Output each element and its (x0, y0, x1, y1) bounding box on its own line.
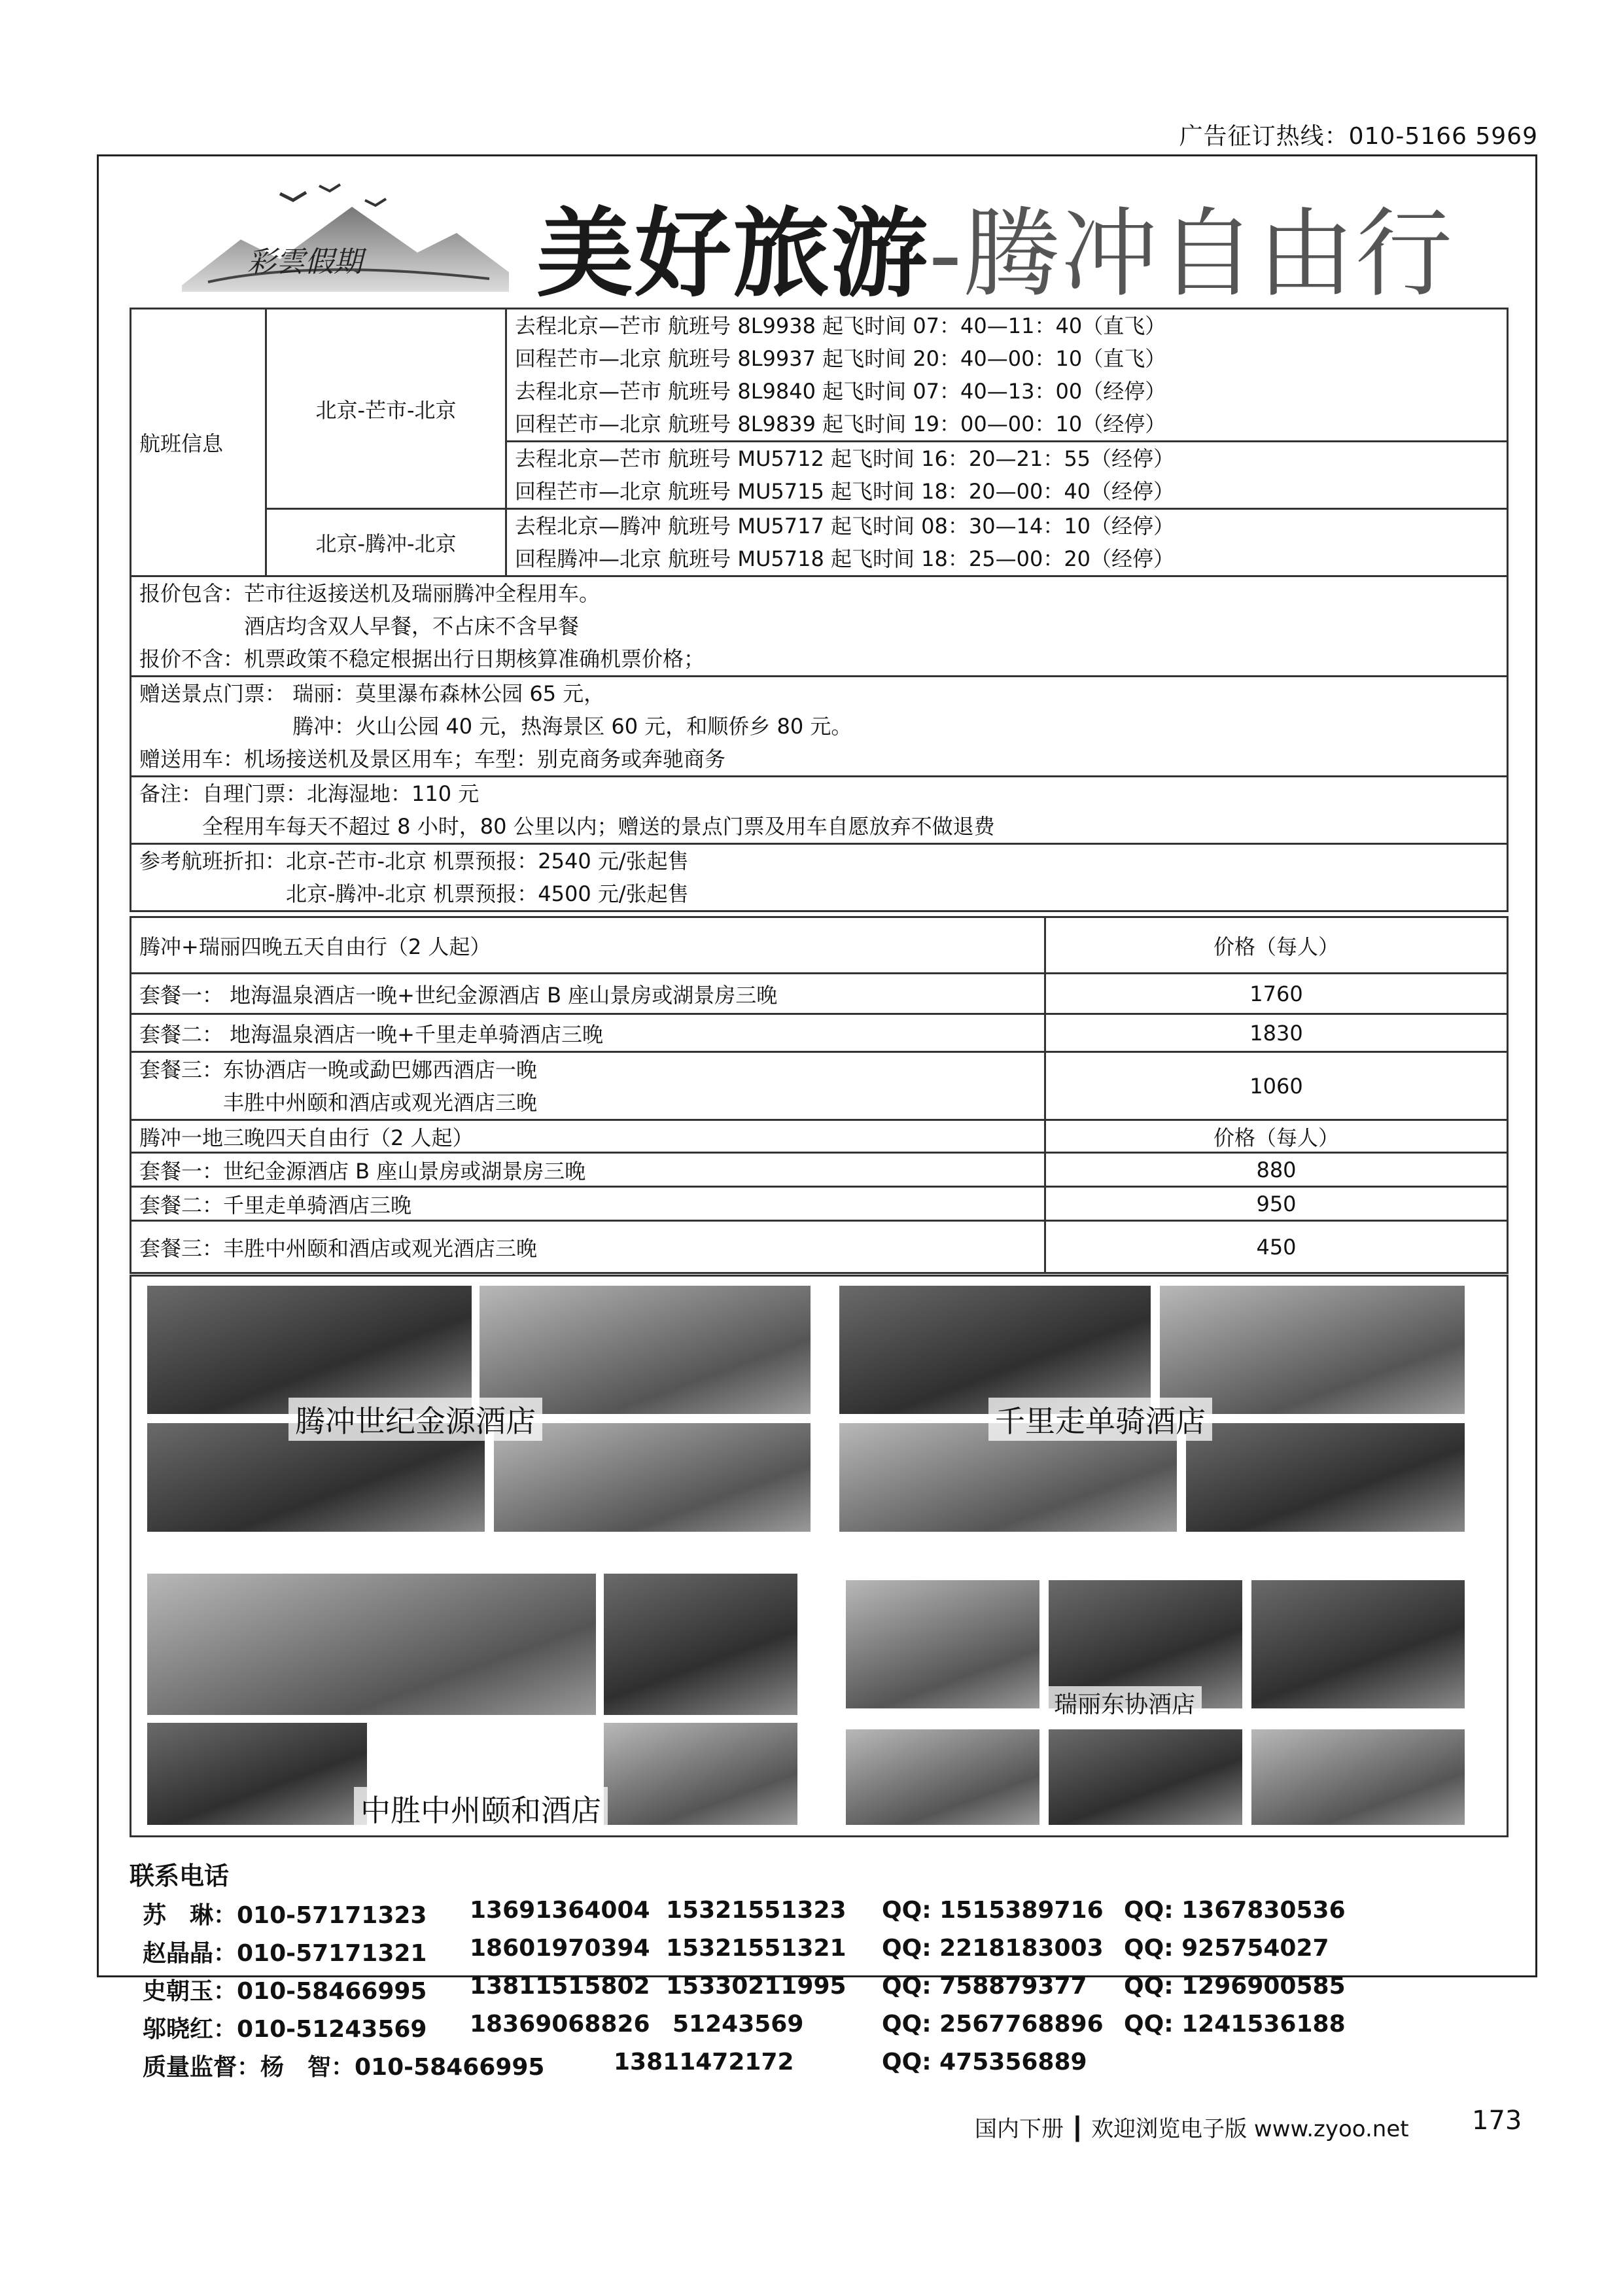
contact-row (130, 1935, 1503, 1973)
flight-line: 去程北京—芒市 航班号 MU5712 起飞时间 16：20—21：55（经停） (515, 446, 1175, 471)
flight-line: 去程北京—腾冲 航班号 MU5717 起飞时间 08：30—14：10（经停） (515, 514, 1175, 539)
flight-group-2 (506, 442, 1508, 509)
flight-line: 回程腾冲—北京 航班号 MU5718 起飞时间 18：25—00：20（经停） (515, 546, 1175, 571)
flight-line: 回程芒市—北京 航班号 8L9839 起飞时间 19：00—00：10（经停） (515, 412, 1166, 436)
package-desc: 套餐一：世纪金源酒店 B 座山景房或湖景房三晚 (131, 1153, 1045, 1187)
contact-qq: QQ: 1515389716 (882, 1897, 1104, 1924)
contact-mobile: 18601970394 (470, 1935, 650, 1962)
contact-name-phone: 苏 琳：010-57171323 (143, 1902, 427, 1929)
reference-flights (131, 844, 1508, 911)
package-price: 880 (1045, 1153, 1508, 1187)
package-desc: 套餐三：丰胜中州颐和酒店或观光酒店三晚 (131, 1221, 1045, 1273)
package-price: 1060 (1045, 1052, 1508, 1120)
hotel-photo (1250, 1579, 1466, 1710)
contact-mobile: 13811515802 (470, 1973, 650, 2000)
notes (131, 777, 1508, 844)
hotel-photo (146, 1284, 473, 1415)
hotel-photo-collage (130, 1275, 1509, 1837)
hotel-label: 中胜中州颐和酒店 (354, 1787, 608, 1830)
package-price-table (130, 916, 1509, 1274)
package-desc: 套餐三：东协酒店一晚或勐巴娜西酒店一晚 (139, 1057, 538, 1082)
contact-name-phone: 赵晶晶：010-57171321 (143, 1940, 427, 1967)
contact-row (130, 1973, 1503, 2011)
hotel-photo (1047, 1728, 1244, 1826)
contact-row (130, 2011, 1503, 2049)
hotel-label: 腾冲世纪金源酒店 (288, 1398, 542, 1441)
reference-line: 参考航班折扣：北京-芒市-北京 机票预报：2540 元/张起售 (139, 849, 689, 874)
page-number: 173 (1472, 2106, 1522, 2136)
price-include (131, 576, 1508, 677)
route-tengchong: 北京-腾冲-北京 (266, 509, 506, 576)
flight-line: 回程芒市—北京 航班号 MU5715 起飞时间 18：20—00：40（经停） (515, 479, 1175, 504)
package-b-title: 腾冲一地三晚四天自由行（2 人起） (131, 1120, 1045, 1153)
package-desc: 套餐二：千里走单骑酒店三晚 (131, 1187, 1045, 1221)
flight-label: 航班信息 (131, 309, 266, 576)
hotel-photo (1159, 1284, 1466, 1415)
contact-name-phone: 史朝玉：010-58466995 (143, 1978, 427, 2005)
hotel-label: 瑞丽东协酒店 (1047, 1686, 1202, 1720)
flight-line: 去程北京—芒市 航班号 8L9840 起飞时间 07：40—13：00（经停） (515, 379, 1166, 404)
package-desc: 套餐一： 地海温泉酒店一晚+世纪金源酒店 B 座山景房或湖景房三晚 (131, 974, 1045, 1014)
hotel-photo (602, 1722, 799, 1826)
quality-mobile: 13811472172 (614, 2049, 794, 2075)
ad-hotline: 广告征订热线：010-5166 5969 (1179, 123, 1538, 150)
quality-supervision-row (130, 2049, 1503, 2087)
hotel-photo (146, 1722, 368, 1826)
title-main: 美好旅游 (536, 196, 929, 310)
hotel-photo (146, 1572, 597, 1716)
package-price: 1760 (1045, 974, 1508, 1014)
contact-row (130, 1897, 1503, 1935)
price-header: 价格（每人） (1045, 917, 1508, 974)
title-sub: 腾冲自由行 (963, 198, 1454, 310)
flight-line: 去程北京—芒市 航班号 8L9938 起飞时间 07：40—11：40（直飞） (515, 313, 1166, 338)
flight-group-1 (506, 309, 1508, 442)
hotel-photo (845, 1579, 1041, 1710)
package-desc: 丰胜中州颐和酒店或观光酒店三晚 (139, 1089, 538, 1115)
hotel-photo (1185, 1422, 1466, 1533)
reference-line: 北京-腾冲-北京 机票预报：4500 元/张起售 (139, 881, 689, 906)
note-line: 全程用车每天不超过 8 小时，80 公里以内；赠送的景点门票及用车自愿放弃不做退费 (139, 814, 995, 839)
title-separator: - (929, 198, 964, 310)
package-price: 950 (1045, 1187, 1508, 1221)
flight-line: 回程芒市—北京 航班号 8L9937 起飞时间 20：40—00：10（直飞） (515, 346, 1166, 371)
logo (182, 181, 509, 292)
logo-text: 彩雲假期 (247, 245, 362, 279)
quality-supervisor: 质量监督：杨 智：010-58466995 (143, 2054, 545, 2081)
footer-text: 国内下册 ┃ 欢迎浏览电子版 www.zyoo.net (975, 2116, 1409, 2142)
package-desc: 套餐二： 地海温泉酒店一晚+千里走单骑酒店三晚 (131, 1014, 1045, 1052)
contact-qq: QQ: 2218183003 (882, 1935, 1104, 1962)
contact-qq: QQ: 1367830536 (1124, 1897, 1346, 1924)
contacts-section (130, 1856, 1503, 2087)
package-price: 1830 (1045, 1014, 1508, 1052)
hotel-photo (478, 1284, 812, 1415)
note-line: 备注：自理门票：北海湿地：110 元 (139, 781, 480, 806)
contact-mobile: 18369068826 (470, 2011, 650, 2038)
hotel-photo (845, 1728, 1041, 1826)
page-title (536, 177, 1454, 315)
flight-info-table (130, 308, 1509, 912)
hotel-photo (838, 1284, 1152, 1415)
contact-mobile: 15321551323 (666, 1897, 846, 1924)
contact-mobile: 51243569 (672, 2011, 804, 2038)
ticket-line: 赠送用车：机场接送机及景区用车；车型：别克商务或奔驰商务 (139, 747, 726, 771)
package-price: 450 (1045, 1221, 1508, 1273)
ticket-line: 赠送景点门票： 瑞丽：莫里瀑布森林公园 65 元， (139, 681, 605, 706)
flight-group-3 (506, 509, 1508, 576)
contact-name-phone: 邬晓红：010-51243569 (143, 2016, 427, 2043)
contact-mobile: 13691364004 (470, 1897, 650, 1924)
route-mangshi: 北京-芒市-北京 (266, 309, 506, 509)
package-desc-multi (131, 1052, 1045, 1120)
include-line: 酒店均含双人早餐，不占床不含早餐 (139, 614, 580, 639)
package-a-title: 腾冲+瑞丽四晚五天自由行（2 人起） (131, 917, 1045, 974)
contact-qq: QQ: 2567768896 (882, 2011, 1104, 2038)
hotel-photo (1250, 1728, 1466, 1826)
contacts-heading: 联系电话 (130, 1862, 230, 1890)
quality-qq: QQ: 475356889 (882, 2049, 1087, 2075)
price-header: 价格（每人） (1045, 1120, 1508, 1153)
hotel-photo (602, 1572, 799, 1716)
contact-qq: QQ: 1296900585 (1124, 1973, 1346, 2000)
contact-qq: QQ: 925754027 (1124, 1935, 1329, 1962)
include-line: 报价包含：芒市往返接送机及瑞丽腾冲全程用车。 (139, 581, 601, 606)
contact-mobile: 15330211995 (666, 1973, 846, 2000)
contact-mobile: 15321551321 (666, 1935, 846, 1962)
include-line: 报价不含：机票政策不稳定根据出行日期核算准确机票价格； (139, 646, 705, 671)
hotel-label: 千里走单骑酒店 (988, 1398, 1212, 1441)
ticket-line: 腾冲：火山公园 40 元，热海景区 60 元，和顺侨乡 80 元。 (139, 714, 852, 739)
complimentary-tickets (131, 677, 1508, 777)
contact-qq: QQ: 758879377 (882, 1973, 1087, 2000)
contact-qq: QQ: 1241536188 (1124, 2011, 1346, 2038)
